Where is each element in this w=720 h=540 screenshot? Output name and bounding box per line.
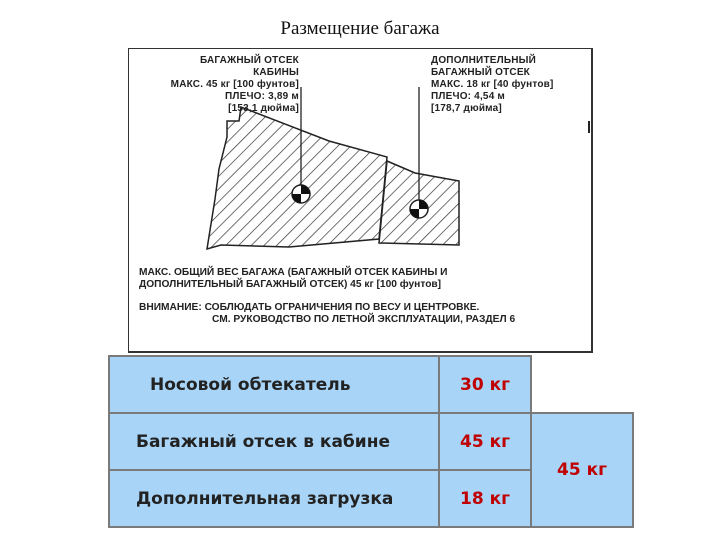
row-value-cell: 30 кг xyxy=(439,356,531,413)
table-row xyxy=(109,413,633,470)
row-value-cell: 45 кг xyxy=(439,413,531,470)
extra-compartment-label: ДОПОЛНИТЕЛЬНЫЙ БАГАЖНЫЙ ОТСЕК МАКС. 18 кг [40 фунтов] ПЛЕЧО: 4,54 м [178,7 дюйма] xyxy=(431,55,554,114)
baggage-table xyxy=(108,355,634,528)
row-value-cell: 18 кг xyxy=(439,470,531,527)
baggage-diagram xyxy=(128,48,593,353)
cabin-compartment-shape xyxy=(207,107,387,249)
row-name-cell: Багажный отсек в кабине xyxy=(109,413,439,470)
warning-note: ВНИМАНИЕ: СОБЛЮДАТЬ ОГРАНИЧЕНИЯ ПО ВЕСУ И ЦЕНТРОВКЕ. СМ. РУКОВОДСТВО ПО ЛЕТНОЙ ЭКСПЛУАТАЦИИ, РАЗДЕЛ 6 xyxy=(139,302,516,325)
total-weight-note: МАКС. ОБЩИЙ ВЕС БАГАЖА (БАГАЖНЫЙ ОТСЕК КАБИНЫ И ДОПОЛНИТЕЛЬНЫЙ БАГАЖНЫЙ ОТСЕК) 45 кг [100 фунтов] xyxy=(139,267,448,290)
cabin-cg-icon xyxy=(292,185,310,203)
cabin-compartment-label: БАГАЖНЫЙ ОТСЕК КАБИНЫ МАКС. 45 кг [100 фунтов] ПЛЕЧО: 3,89 м [153,1 дюйма] xyxy=(170,55,299,114)
combined-value-cell: 45 кг xyxy=(531,413,633,527)
page-title: Размещение багажа xyxy=(280,18,440,39)
row-name-cell: Дополнительная загрузка xyxy=(109,470,439,527)
row-name-cell: Носовой обтекатель xyxy=(109,356,439,413)
extra-cg-icon xyxy=(410,200,428,218)
table-row xyxy=(109,356,633,413)
